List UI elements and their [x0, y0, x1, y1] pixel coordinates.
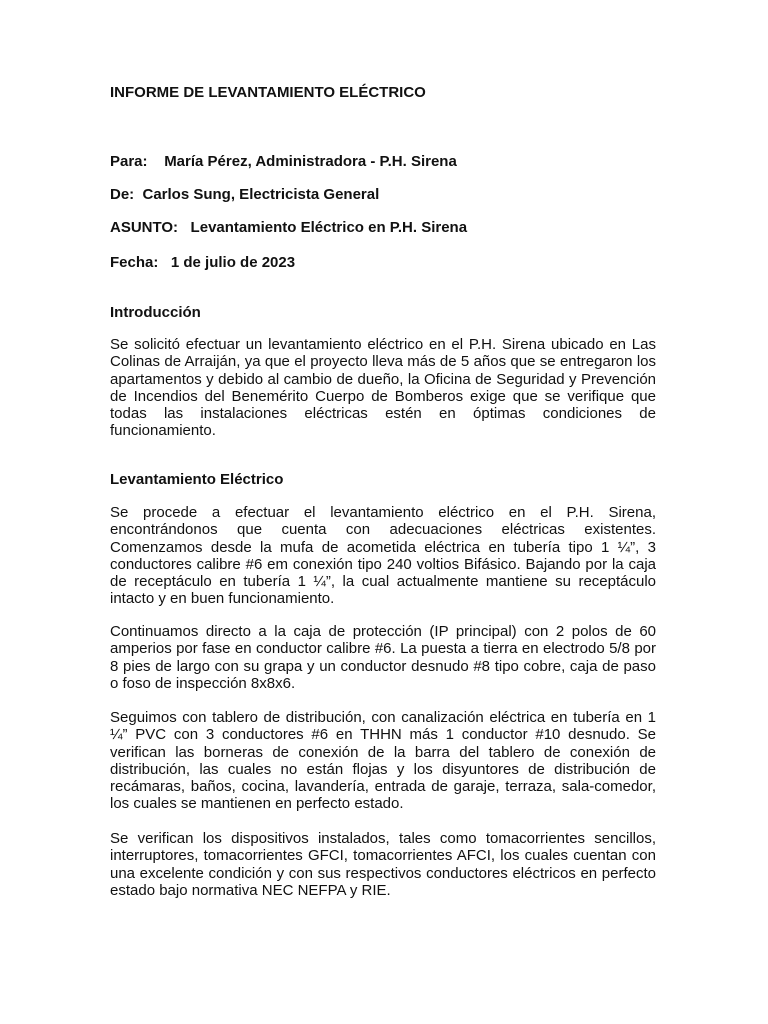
meta-de: De: Carlos Sung, Electricista General: [110, 186, 380, 203]
document-title: INFORME DE LEVANTAMIENTO ELÉCTRICO: [110, 84, 426, 101]
meta-para: Para: María Pérez, Administradora - P.H. Sirena: [110, 153, 457, 170]
meta-fecha: Fecha: 1 de julio de 2023: [110, 254, 296, 271]
paragraph-levantamiento-4: Se verifican los dispositivos instalados, tales como tomacorrientes sencillos, interruptores, tomacorrientes GFCI, tomacorrientes AFCI, los cuales cuentan con una excelente condición y con sus respectivos conductores eléctricos en perfecto estado bajo normativa NEC NEFPA y RIE.: [110, 830, 656, 899]
section-heading-levantamiento: Levantamiento Eléctrico: [110, 471, 284, 488]
paragraph-levantamiento-3: Seguimos con tablero de distribución, con canalización eléctrica en tubería en 1 ¼” PVC con 3 conductores #6 en THHN más 1 conductor #10 desnudo. Se verifican las borneras de conexión de la barra del tablero de conexión de distribución, las cuales no están flojas y los disyuntores de distribución de recámaras, baños, cocina, lavandería, entrada de garaje, terraza, sala-comedor, los cuales se mantienen en perfecto estado.: [110, 709, 656, 813]
paragraph-levantamiento-1: Se procede a efectuar el levantamiento eléctrico en el P.H. Sirena, encontrándonos que cuenta con adecuaciones eléctricas existentes. Comenzamos desde la mufa de acometida eléctrica en tubería tipo 1 ¼”, 3 conductores calibre #6 em conexión tipo 240 voltios Bifásico. Bajando por la caja de receptáculo en tubería 1 ¼”, la cual actualmente mantiene su receptáculo intacto y en buen funcionamiento.: [110, 504, 656, 608]
section-heading-introduccion: Introducción: [110, 304, 201, 321]
paragraph-introduccion: Se solicitó efectuar un levantamiento eléctrico en el P.H. Sirena ubicado en Las Colinas de Arraiján, ya que el proyecto lleva más de 5 años que se entregaron los apartamentos y debido al cambio de dueño, la Oficina de Seguridad y Prevención de Incendios del Benemérito Cuerpo de Bomberos exige que se verifique que todas las instalaciones eléctricas estén en óptimas condiciones de funcionamiento.: [110, 336, 656, 440]
paragraph-levantamiento-2: Continuamos directo a la caja de protección (IP principal) con 2 polos de 60 amperios por fase en conductor calibre #6. La puesta a tierra en electrodo 5/8 por 8 pies de largo con su grapa y un conductor desnudo #8 tipo cobre, caja de paso o foso de inspección 8x8x6.: [110, 623, 656, 692]
meta-asunto: ASUNTO: Levantamiento Eléctrico en P.H. Sirena: [110, 219, 468, 236]
